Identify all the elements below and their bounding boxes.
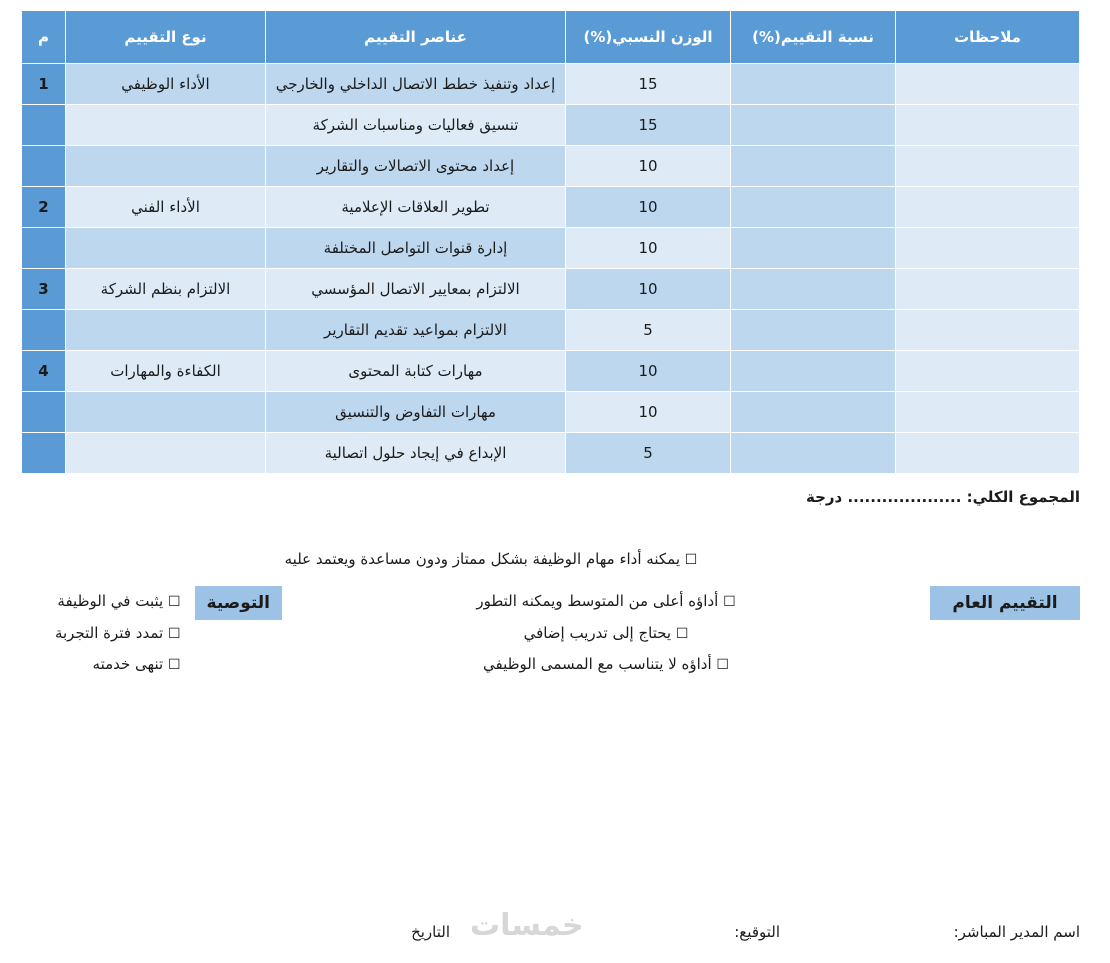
table-row bbox=[22, 433, 1080, 474]
evaluation-table bbox=[21, 10, 1080, 474]
cell-item: إعداد محتوى الاتصالات والتقارير bbox=[266, 146, 566, 187]
cell-ratio bbox=[731, 187, 896, 228]
cell-index: 3 bbox=[22, 269, 66, 310]
cell-item: الالتزام بمعايير الاتصال المؤسسي bbox=[266, 269, 566, 310]
cell-ratio bbox=[731, 310, 896, 351]
recommendation-label: التوصية bbox=[195, 586, 282, 620]
checkbox-icon[interactable]: ☐ bbox=[167, 657, 181, 673]
table-row bbox=[22, 310, 1080, 351]
recommendation-option-3-row bbox=[22, 649, 181, 681]
general-eval-option-4: أداؤه لا يتناسب مع المسمى الوظيفي bbox=[483, 655, 712, 673]
recommendation-option-2-row bbox=[22, 618, 181, 650]
table-row bbox=[22, 228, 1080, 269]
table-row bbox=[22, 146, 1080, 187]
cell-notes bbox=[896, 105, 1080, 146]
cell-notes bbox=[896, 392, 1080, 433]
table-row bbox=[22, 64, 1080, 105]
header-weight: الوزن النسبي(%) bbox=[566, 11, 731, 64]
watermark: خمسات bbox=[470, 908, 584, 943]
cell-notes bbox=[896, 433, 1080, 474]
cell-index: 2 bbox=[22, 187, 66, 228]
cell-index bbox=[22, 310, 66, 351]
cell-item: مهارات كتابة المحتوى bbox=[266, 351, 566, 392]
date-label: التاريخ bbox=[411, 923, 450, 941]
cell-type: الأداء الوظيفي bbox=[66, 64, 266, 105]
header-items: عناصر التقييم bbox=[266, 11, 566, 64]
cell-item: مهارات التفاوض والتنسيق bbox=[266, 392, 566, 433]
signature-label: التوقيع: bbox=[734, 923, 780, 941]
header-notes: ملاحظات bbox=[896, 11, 1080, 64]
cell-notes bbox=[896, 146, 1080, 187]
bottom-section bbox=[22, 550, 1080, 681]
cell-weight: 10 bbox=[566, 269, 731, 310]
cell-weight: 5 bbox=[566, 310, 731, 351]
cell-index bbox=[22, 105, 66, 146]
general-eval-option-4-row bbox=[302, 649, 910, 681]
cell-ratio bbox=[731, 64, 896, 105]
cell-item: تطوير العلاقات الإعلامية bbox=[266, 187, 566, 228]
checkbox-icon[interactable]: ☐ bbox=[167, 594, 181, 610]
cell-notes bbox=[896, 187, 1080, 228]
cell-notes bbox=[896, 228, 1080, 269]
cell-weight: 15 bbox=[566, 105, 731, 146]
total-score-line: المجموع الكلي: .................... درجة bbox=[805, 488, 1080, 506]
cell-type bbox=[66, 433, 266, 474]
header-ratio: نسبة التقييم(%) bbox=[731, 11, 896, 64]
table-row bbox=[22, 351, 1080, 392]
general-eval-option-1-row bbox=[22, 550, 1080, 568]
general-eval-option-2-row bbox=[302, 586, 910, 618]
cell-weight: 10 bbox=[566, 228, 731, 269]
header-index: م bbox=[22, 11, 66, 64]
checkbox-icon[interactable]: ☐ bbox=[723, 594, 736, 610]
header-type: نوع التقييم bbox=[66, 11, 266, 64]
cell-item: إعداد وتنفيذ خطط الاتصال الداخلي والخارجي bbox=[266, 64, 566, 105]
cell-type bbox=[66, 228, 266, 269]
recommendation-option-1-row bbox=[22, 586, 181, 618]
cell-type bbox=[66, 392, 266, 433]
recommendation-options bbox=[22, 586, 181, 681]
cell-notes bbox=[896, 269, 1080, 310]
cell-ratio bbox=[731, 146, 896, 187]
manager-name-label: اسم المدير المباشر: bbox=[953, 923, 1080, 941]
cell-notes bbox=[896, 64, 1080, 105]
recommendation-option-1: يثبت في الوظيفة bbox=[57, 592, 164, 610]
cell-ratio bbox=[731, 392, 896, 433]
cell-index bbox=[22, 228, 66, 269]
general-eval-label: التقييم العام bbox=[930, 586, 1080, 620]
checkbox-icon[interactable]: ☐ bbox=[675, 625, 689, 642]
cell-weight: 10 bbox=[566, 187, 731, 228]
cell-index bbox=[22, 146, 66, 187]
cell-index: 4 bbox=[22, 351, 66, 392]
table-row bbox=[22, 392, 1080, 433]
general-eval-options bbox=[282, 586, 930, 681]
recommendation-section bbox=[22, 586, 282, 681]
cell-weight: 15 bbox=[566, 64, 731, 105]
cell-item: الإبداع في إيجاد حلول اتصالية bbox=[266, 433, 566, 474]
cell-weight: 10 bbox=[566, 351, 731, 392]
cell-item: إدارة قنوات التواصل المختلفة bbox=[266, 228, 566, 269]
table-row bbox=[22, 269, 1080, 310]
general-eval-option-3-row bbox=[302, 618, 910, 650]
table-row bbox=[22, 187, 1080, 228]
cell-weight: 5 bbox=[566, 433, 731, 474]
recommendation-option-3: تنهى خدمته bbox=[92, 655, 164, 673]
cell-ratio bbox=[731, 228, 896, 269]
cell-type: الالتزام بنظم الشركة bbox=[66, 269, 266, 310]
general-eval-option-2: أداؤه أعلى من المتوسط ويمكنه التطور bbox=[476, 592, 719, 610]
cell-index bbox=[22, 392, 66, 433]
cell-type: الكفاءة والمهارات bbox=[66, 351, 266, 392]
cell-item: الالتزام بمواعيد تقديم التقارير bbox=[266, 310, 566, 351]
general-eval-label-column bbox=[930, 586, 1080, 620]
cell-notes bbox=[896, 310, 1080, 351]
recommendation-option-2: تمدد فترة التجربة bbox=[54, 623, 164, 642]
cell-weight: 10 bbox=[566, 146, 731, 187]
cell-weight: 10 bbox=[566, 392, 731, 433]
cell-index: 1 bbox=[22, 64, 66, 105]
cell-index bbox=[22, 433, 66, 474]
checkbox-icon[interactable]: ☐ bbox=[716, 657, 729, 673]
cell-type bbox=[66, 310, 266, 351]
document-page bbox=[0, 10, 1110, 963]
cell-ratio bbox=[731, 351, 896, 392]
table-row bbox=[22, 105, 1080, 146]
footer-row bbox=[22, 923, 1080, 941]
checkbox-icon[interactable]: ☐ bbox=[167, 625, 181, 642]
cell-item: تنسيق فعاليات ومناسبات الشركة bbox=[266, 105, 566, 146]
general-eval-option-1: يمكنه أداء مهام الوظيفة بشكل ممتاز ودون مساعدة ويعتمد عليه bbox=[284, 550, 681, 568]
checkbox-icon[interactable]: ☐ bbox=[684, 552, 698, 568]
cell-ratio bbox=[731, 269, 896, 310]
table-header-row bbox=[22, 11, 1080, 64]
cell-ratio bbox=[731, 105, 896, 146]
cell-notes bbox=[896, 351, 1080, 392]
cell-ratio bbox=[731, 433, 896, 474]
general-eval-option-3: يحتاج إلى تدريب إضافي bbox=[523, 623, 672, 642]
cell-type: الأداء الفني bbox=[66, 187, 266, 228]
cell-type bbox=[66, 105, 266, 146]
cell-type bbox=[66, 146, 266, 187]
